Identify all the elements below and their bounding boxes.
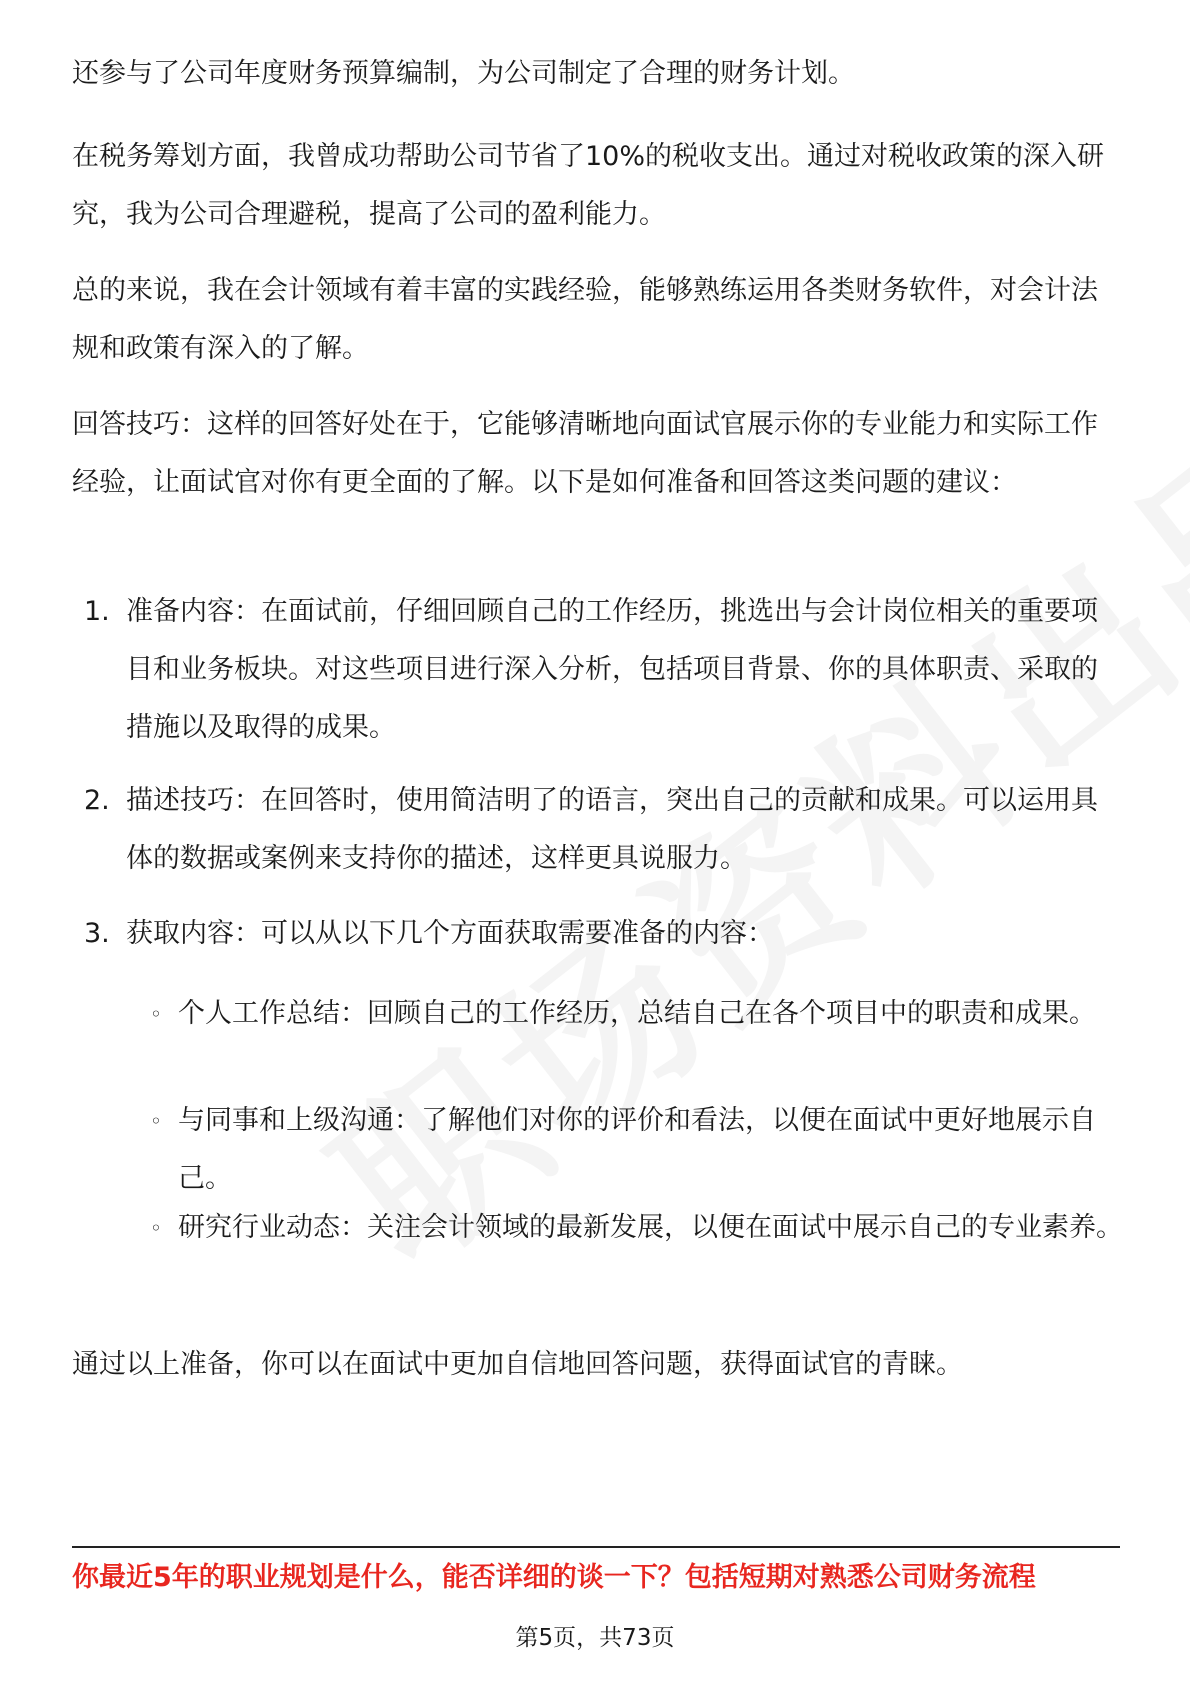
list-item-3 [84,905,1124,963]
paragraph-3: 总的来说，我在会计领域有着丰富的实践经验，能够熟练运用各类财务软件，对会计法规和政策有深入的了解。 [72,275,1098,364]
bullet-icon: ◦ [150,1216,162,1240]
paragraph-4: 回答技巧：这样的回答好处在于，它能够清晰地向面试官展示你的专业能力和实际工作经验，让面试官对你有更全面的了解。以下是如何准备和回答这类问题的建议： [72,409,1098,498]
section-divider [72,1546,1120,1548]
closing-paragraph: 通过以上准备，你可以在面试中更加自信地回答问题，获得面试官的青睐。 [72,1349,963,1380]
sub-list-item-3 [150,1199,1125,1257]
next-question-heading: 你最近5年的职业规划是什么，能否详细的谈一下？包括短期对熟悉公司财务流程 [72,1562,1036,1593]
list-text: 描述技巧：在回答时，使用简洁明了的语言，突出自己的贡献和成果。可以运用具体的数据或案例来支持你的描述，这样更具说服力。 [126,785,1098,874]
sub-list-text: 个人工作总结：回顾自己的工作经历，总结自己在各个项目中的职责和成果。 [178,998,1096,1029]
sub-list-item-1 [150,985,1125,1043]
list-item-1 [84,583,1124,757]
page-number-footer: 第5页，共73页 [515,1625,675,1651]
list-number: 2. [84,785,110,816]
list-number: 3. [84,918,110,949]
list-text: 获取内容：可以从以下几个方面获取需要准备的内容： [126,918,774,949]
sub-list-text: 与同事和上级沟通：了解他们对你的评价和看法，以便在面试中更好地展示自己。 [178,1105,1096,1194]
bullet-icon: ◦ [150,1109,162,1133]
sub-list-text: 研究行业动态：关注会计领域的最新发展，以便在面试中展示自己的专业素养。 [178,1212,1123,1243]
paragraph-1: 还参与了公司年度财务预算编制，为公司制定了合理的财务计划。 [72,58,855,89]
sub-list-item-2 [150,1092,1125,1208]
list-number: 1. [84,596,110,627]
list-item-2 [84,772,1124,888]
paragraph-2: 在税务筹划方面，我曾成功帮助公司节省了10%的税收支出。通过对税收政策的深入研究，我为公司合理避税，提高了公司的盈利能力。 [72,141,1105,230]
list-text: 准备内容：在面试前，仔细回顾自己的工作经历，挑选出与会计岗位相关的重要项目和业务板块。对这些项目进行深入分析，包括项目背景、你的具体职责、采取的措施以及取得的成果。 [126,596,1098,743]
bullet-icon: ◦ [150,1002,162,1026]
